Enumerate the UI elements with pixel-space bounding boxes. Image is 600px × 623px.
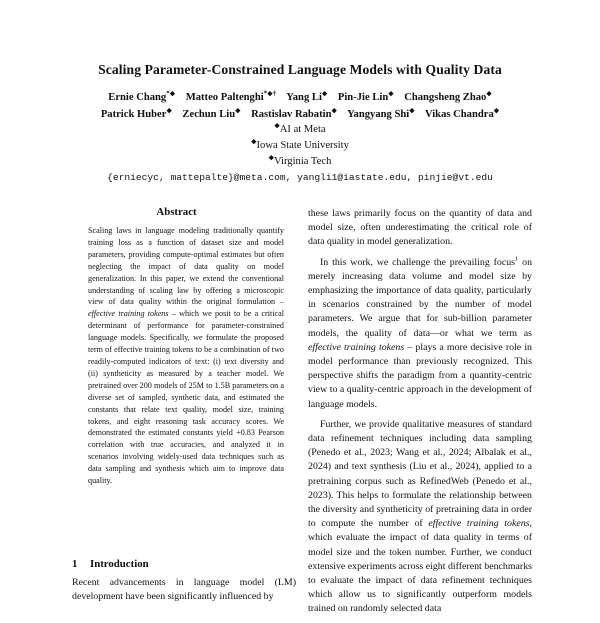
author-emails: {erniecyc, mattepalte}@meta.com, yangli1@iastate.edu, pinjie@vt.edu	[107, 172, 493, 183]
author-name: Vikas Chandra	[424, 109, 494, 120]
section-number: 1	[72, 558, 78, 570]
abstract-heading: Abstract	[156, 206, 197, 218]
author-name: Zechun Liu	[182, 109, 236, 120]
emphasis: effective training tokens	[428, 518, 530, 530]
section-heading	[72, 558, 149, 570]
author-line-2	[40, 106, 560, 120]
affiliation	[40, 153, 560, 167]
author-mark: *◆†	[263, 89, 277, 98]
affiliation-name: Iowa State University	[256, 140, 349, 151]
section-title: Introduction	[90, 558, 149, 570]
affiliation-name: AI at Meta	[279, 124, 326, 135]
affiliation-mark: ◆	[268, 153, 274, 162]
author-name: Patrick Huber	[100, 109, 167, 120]
author-mark: ◆	[235, 106, 241, 115]
author-mark: *◆	[166, 89, 176, 98]
text-run: In this work, we challenge the prevailing focus	[320, 256, 516, 268]
abstract-text	[88, 225, 284, 487]
abstract-part: – which we posit to be a critical determinant of performance for parameter-constrained language models. Specifically, we formulate the proposed term of effective training tokens to be a combination of two readily-computed indicators of text: (i) text diversity and (ii) syntheticity as measured by a teacher model. We pretrained over 200 models of 25M to 1.5B parameters on a diverse set of sampled, synthetic data, and estimated the constants that relate text quality, model size, training tokens, and eight reasoning task accuracy scores. We demonstrated the estimated constants yield +0.83 Pearson correlation with true accuracies, and analyzed it in scenarios involving widely-used data techniques such as data sampling and synthesis which aim to improve data quality.	[88, 309, 284, 486]
author-name: Matteo Paltenghi	[185, 92, 264, 103]
author-mark: ◆	[486, 89, 492, 98]
author-name: Changsheng Zhao	[404, 92, 487, 103]
introduction-text	[72, 576, 296, 604]
paragraph	[308, 418, 532, 617]
affiliation-name: Virginia Tech	[274, 156, 332, 167]
author-mark: ◆	[166, 106, 172, 115]
text-run: – plays a more decisive role in model performance than previously recognized. This perspective shifts the paradigm from a quantity-centric view to a quality-centric approach in the development of language models.	[308, 341, 532, 410]
affiliation	[40, 121, 560, 135]
author-mark: ◆	[321, 89, 328, 98]
paragraph	[308, 256, 532, 412]
affiliation-mark: ◆	[274, 121, 280, 130]
footnote-marker[interactable]: 1	[515, 255, 519, 263]
affiliation-mark: ◆	[251, 137, 257, 146]
author-mark: ◆	[388, 89, 394, 98]
paragraph: these laws primarily focus on the quantity of data and model size, often underestimating the critical role of data quality in model generalization.	[308, 208, 532, 248]
author-line-1	[40, 89, 560, 103]
author-mark: ◆	[493, 106, 500, 115]
abstract-part: Scaling laws in language modeling traditionally quantify training loss as a function of dataset size and model parameters, providing compute-optimal estimates but often neglecting the impact of data quality on model generalization. In this paper, we extend the conventional understanding of scaling law by offering a microscopic view of data quality within the original formulation –	[88, 226, 284, 307]
author-name: Pin-Jie Lin	[337, 92, 389, 103]
text-run: Further, we provide qualitative measures of standard data refinement techniques including data sampling (Penedo et al., 2023; Wang et al., 2024; Albalak et al., 2024) and text synthesis (Liu et al., 2024), applied to a pretraining corpus such as RefinedWeb (Penedo et al., 2023). This helps to formulate the relationship between the diversity and syntheticity of pretraining data in order to compute the number of	[308, 418, 532, 530]
text-run: on merely increasing data volume and model size by emphasizing the importance of data quality, particularly in scenarios constrained by the number of model parameters. We argue that for sub-billion parameter models, the quality of data—or what we term as	[308, 256, 533, 339]
abstract-emphasis: effective training tokens	[88, 309, 169, 319]
right-column	[308, 207, 532, 623]
emphasis: effective training tokens	[308, 341, 405, 353]
author-name: Yangyang Shi	[347, 109, 410, 120]
text-run: , which evaluate the impact of data quality in terms of model size and the token number. Further, we conduct extensive experiments across eight different benchmarks to evaluate the impact of data refinement techniques which allow us to significantly outperform models trained on randomly selected data	[308, 518, 532, 615]
author-mark: ◆	[409, 106, 415, 115]
author-mark: ◆	[331, 106, 337, 115]
paragraph: Recent advancements in language model (LM) development have been significantly influenced by	[72, 577, 296, 603]
author-name: Rastislav Rabatin	[251, 109, 332, 120]
author-name: Yang Li	[286, 92, 322, 103]
affiliation	[40, 137, 560, 151]
paper-title: Scaling Parameter-Constrained Language Models with Quality Data	[98, 62, 502, 77]
author-name: Ernie Chang	[108, 92, 167, 103]
